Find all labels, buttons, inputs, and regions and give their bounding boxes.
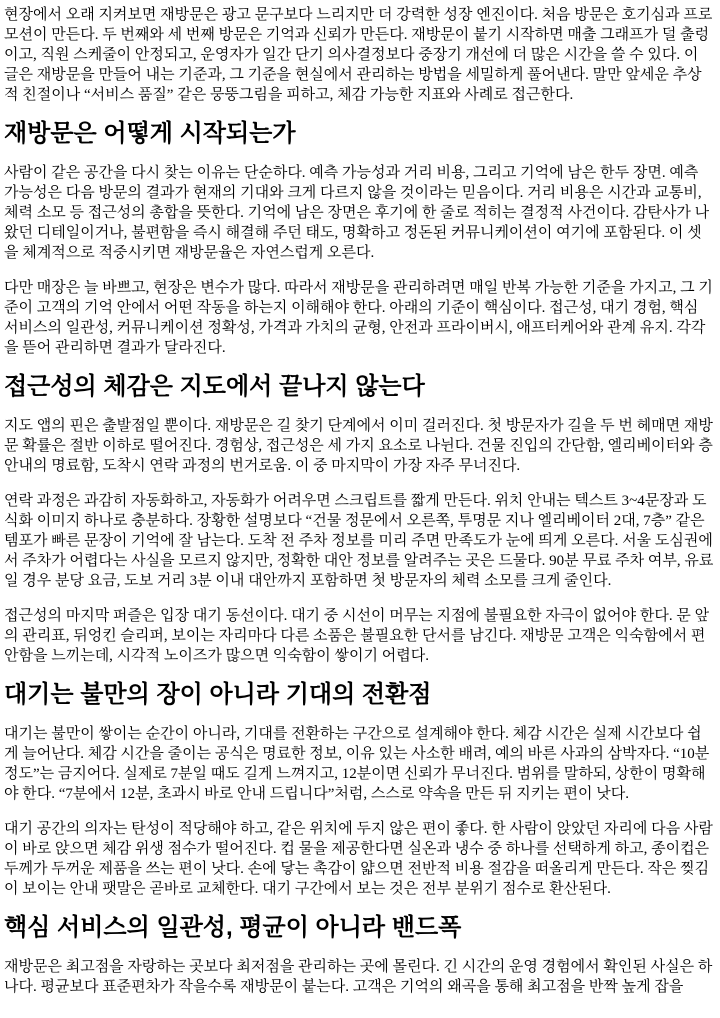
paragraph: 지도 앱의 핀은 출발점일 뿐이다. 재방문은 길 찾기 단계에서 이미 걸러진다. 첫 방문자가 길을 두 번 헤매면 재방문 확률은 절반 이하로 떨어진다. 경험상, 접근성은 세 가지 요소로 나뉜다. 건물 진입의 간단함, 엘리베이터와 층 안내의 명료함, 도착시 연락 과정의 번거로움. 이 중 마지막이 가장 자주 무너진다. (4, 418, 713, 474)
article-body (4, 5, 716, 997)
section-heading: 대기는 불만의 장이 아니라 기대의 전환점 (4, 681, 432, 708)
section-heading: 접근성의 체감은 지도에서 끝나지 않는다 (4, 373, 425, 400)
section-heading: 핵심 서비스의 일관성, 평균이 아니라 밴드폭 (4, 914, 462, 941)
section-accessibility (4, 373, 716, 666)
section-waiting-experience (4, 681, 716, 899)
paragraph: 접근성의 마지막 퍼즐은 입장 대기 동선이다. 대기 중 시선이 머무는 지점에 불필요한 자극이 없어야 한다. 문 앞의 관리표, 뒤엉킨 슬리퍼, 보이는 자리마다 다른 소품은 불필요한 단서를 남긴다. 재방문 고객은 익숙함에서 편안함을 느끼는데, 시각적 노이즈가 많으면 익숙함이 쌓이기 어렵다. (4, 608, 710, 664)
intro-paragraph: 현장에서 오래 지켜보면 재방문은 광고 문구보다 느리지만 더 강력한 성장 엔진이다. 처음 방문은 호기심과 프로모션이 만든다. 두 번째와 세 번째 방문은 기억과 신뢰가 만든다. 재방문이 붙기 시작하면 매출 그래프가 덜 출렁이고, 직원 스케줄이 안정되고, 운영자가 일간 단기 의사결정보다 중장기 개선에 더 많은 시간을 쓸 수 있다. 이 글은 재방문을 만들어 내는 기준과, 그 기준을 현실에서 관리하는 방법을 세밀하게 풀어낸다. 말만 앞세운 추상적 친절이나 “서비스 품질” 같은 뭉뚱그림을 피하고, 체감 가능한 지표와 사례로 접근한다. (4, 7, 713, 103)
paragraph: 사람이 같은 공간을 다시 찾는 이유는 단순하다. 예측 가능성과 거리 비용, 그리고 기억에 남은 한두 장면. 예측 가능성은 다음 방문의 결과가 현재의 기대와 크게 다르지 않을 것이라는 믿음이다. 거리 비용은 시간과 교통비, 체력 소모 등 접근성의 총합을 뜻한다. 기억에 남은 장면은 후기에 한 줄로 적히는 결정적 사건이다. 감탄사가 나왔던 디테일이거나, 불편함을 즉시 해결해 주던 태도, 명확하고 정돈된 커뮤니케이션이 여기에 포함된다. 이 셋을 체계적으로 적중시키면 재방문율은 자연스럽게 오른다. (4, 165, 710, 261)
paragraph: 재방문은 최고점을 자랑하는 곳보다 최저점을 관리하는 곳에 몰린다. 긴 시간의 운영 경험에서 확인된 사실은 하나다. 평균보다 표준편차가 작을수록 재방문이 붙는다. 고객은 기억의 왜곡을 통해 최고점을 반짝 높게 잡을 (4, 959, 713, 995)
section-service-consistency (4, 914, 716, 997)
paragraph: 대기는 불만이 쌓이는 순간이 아니라, 기대를 전환하는 구간으로 설계해야 한다. 체감 시간은 실제 시간보다 쉽게 늘어난다. 체감 시간을 줄이는 공식은 명료한 정보, 이유 있는 사소한 배려, 예의 바른 사과의 삼박자다. “10분 정도”는 금지어다. 실제로 7분일 때도 길게 느껴지고, 12분이면 신뢰가 무너진다. 범위를 말하되, 상한이 명확해야 한다. “7분에서 12분, 초과시 바로 안내 드립니다”처럼, 스스로 약속을 만든 뒤 지키는 편이 낫다. (4, 726, 710, 802)
paragraph: 연락 과정은 과감히 자동화하고, 자동화가 어려우면 스크립트를 짧게 만든다. 위치 안내는 텍스트 3~4문장과 도식화 이미지 하나로 충분하다. 장황한 설명보다 “건물 정문에서 오른쪽, 투명문 지나 엘리베이터 2대, 7층” 같은 템포가 빠른 문장이 기억에 잘 남는다. 도착 전 주차 정보를 미리 주면 만족도가 눈에 띄게 오른다. 서울 도심권에서 주차가 어렵다는 사실을 모르지 않지만, 정확한 대안 정보를 알려주는 곳은 드물다. 90분 무료 주차 여부, 유료일 경우 분당 요금, 도보 거리 3분 이내 대안까지 포함하면 첫 방문자의 체력 소모를 크게 줄인다. (4, 493, 714, 589)
section-heading: 재방문은 어떻게 시작되는가 (4, 120, 296, 147)
paragraph: 다만 매장은 늘 바쁘고, 현장은 변수가 많다. 따라서 재방문을 관리하려면 매일 반복 가능한 기준을 가지고, 그 기준이 고객의 기억 안에서 어떤 작동을 하는지 이해해야 한다. 아래의 기준이 핵심이다. 접근성, 대기 경험, 핵심 서비스의 일관성, 커뮤니케이션 정확성, 가격과 가치의 균형, 안전과 프라이버시, 애프터케어와 관계 유지. 각각을 뜯어 관리하면 결과가 달라진다. (4, 280, 713, 356)
section-how-revisits-start (4, 120, 716, 358)
paragraph: 대기 공간의 의자는 탄성이 적당해야 하고, 같은 위치에 두지 않은 편이 좋다. 한 사람이 앉았던 자리에 다음 사람이 바로 앉으면 체감 위생 점수가 떨어진다. 컵 물을 제공한다면 실온과 냉수 중 하나를 선택하게 하고, 종이컵은 두께가 두꺼운 제품을 쓰는 편이 낫다. 손에 닿는 촉감이 얇으면 전반적 비용 절감을 떠올리게 만든다. 작은 찢김이 보이는 안내 팻말은 곧바로 교체한다. 대기 구간에서 보는 것은 전부 분위기 점수로 환산된다. (4, 821, 713, 897)
